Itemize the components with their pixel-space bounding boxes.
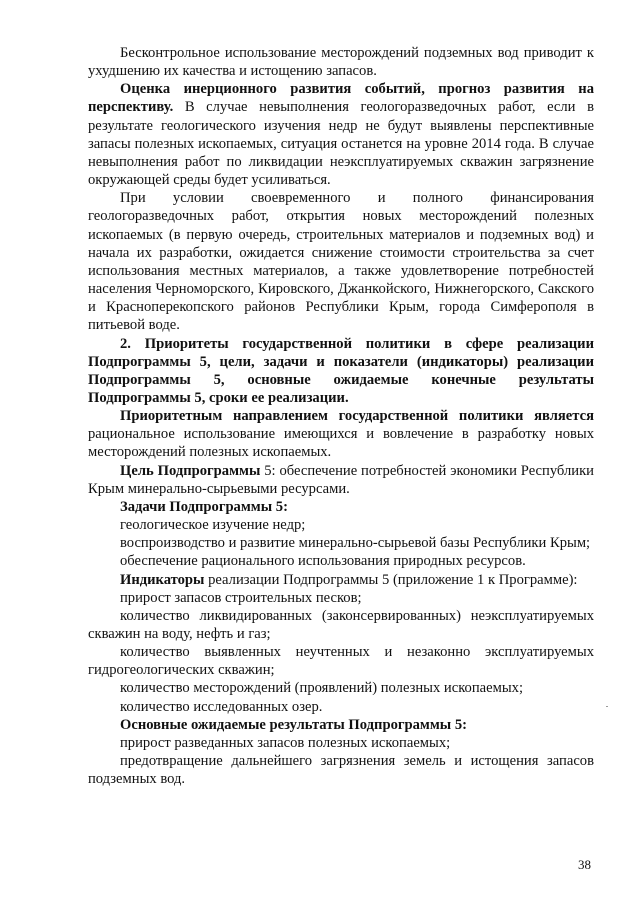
indicator-item: количество выявленных неучтенных и незаконно эксплуатируемых гидрогеологических скважин; (88, 644, 594, 679)
page-number: 38 (578, 857, 591, 872)
indicators-text: реализации Подпрограммы 5 (приложение 1 к Программе): (204, 571, 578, 588)
indicator-item: количество исследованных озер. (120, 698, 323, 715)
goal-text: 5: обеспечение потребностей экономики Республики Крым минерально-сырьевыми ресурсами. (88, 462, 594, 497)
results-heading: Основные ожидаемые результаты Подпрограммы 5: (120, 716, 467, 733)
goal-bold: Цель Подпрограммы (120, 462, 261, 479)
indicators-bold: Индикаторы (120, 571, 205, 588)
policy-priority-text: рациональное использование имеющихся и вовлечение в разработку новых месторождений полезных ископаемых. (88, 426, 594, 461)
section-2-heading: 2. Приоритеты государственной политики в сфере реализации Подпрограммы 5, цели, задачи и показатели (индикаторы) реализации Подпрограммы 5, основные ожидаемые конечные результаты Подпрограммы 5, сроки ее реализации. (88, 335, 594, 406)
tasks-heading: Задачи Подпрограммы 5: (120, 498, 288, 515)
paragraph-policy-priority (88, 407, 594, 461)
document-body (88, 44, 594, 788)
result-item: прирост разведанных запасов полезных ископаемых; (120, 734, 451, 751)
task-item: воспроизводство и развитие минерально-сырьевой базы Республики Крым; (120, 535, 591, 552)
paragraph-inertial-forecast (88, 80, 594, 189)
paragraph-groundwater-overuse: Бесконтрольное использование месторождений подземных вод приводит к ухудшению их качества и истощению запасов. (88, 45, 594, 80)
scan-speck (606, 706, 608, 707)
paragraph-funding-condition: При условии своевременного и полного финансирования геологоразведочных работ, открытия новых месторождений полезных ископаемых (в первую очередь, строительных материалов и подземных вод) и начала их разработки, ожидается снижение стоимости строительства за счет использования местных материалов, а также удовлетворение потребностей населения Черноморского, Кировского, Джанкойского, Нижнегорского, Сакского и Красноперекопского районов Республики Крым, города Симферополя в питьевой воде. (88, 190, 594, 334)
paragraph-goal (88, 462, 594, 498)
task-item: геологическое изучение недр; (120, 517, 306, 534)
paragraph-indicators (88, 571, 594, 589)
indicator-item: прирост запасов строительных песков; (120, 589, 362, 606)
forecast-text: В случае невыполнения геологоразведочных работ, если в результате геологического изучения недр не будут выявлены перспективные запасы полезных ископаемых, ситуация останется на уровне 2014 года. В случае невыполнения работ по ликвидации неэксплуатируемых скважин загрязнение окружающей среды будет усиливаться. (88, 99, 594, 189)
indicator-item: количество ликвидированных (законсервированных) неэксплуатируемых скважин на воду, нефть и газ; (88, 607, 594, 642)
policy-priority-bold: Приоритетным направлением государственной политики является (120, 408, 594, 425)
result-item: предотвращение дальнейшего загрязнения земель и истощения запасов подземных вод. (88, 753, 594, 788)
indicator-item: количество месторождений (проявлений) полезных ископаемых; (120, 680, 524, 697)
task-item: обеспечение рационального использования природных ресурсов. (120, 553, 526, 570)
forecast-heading: Оценка инерционного развития событий, прогноз развития на перспективу. (88, 81, 594, 116)
